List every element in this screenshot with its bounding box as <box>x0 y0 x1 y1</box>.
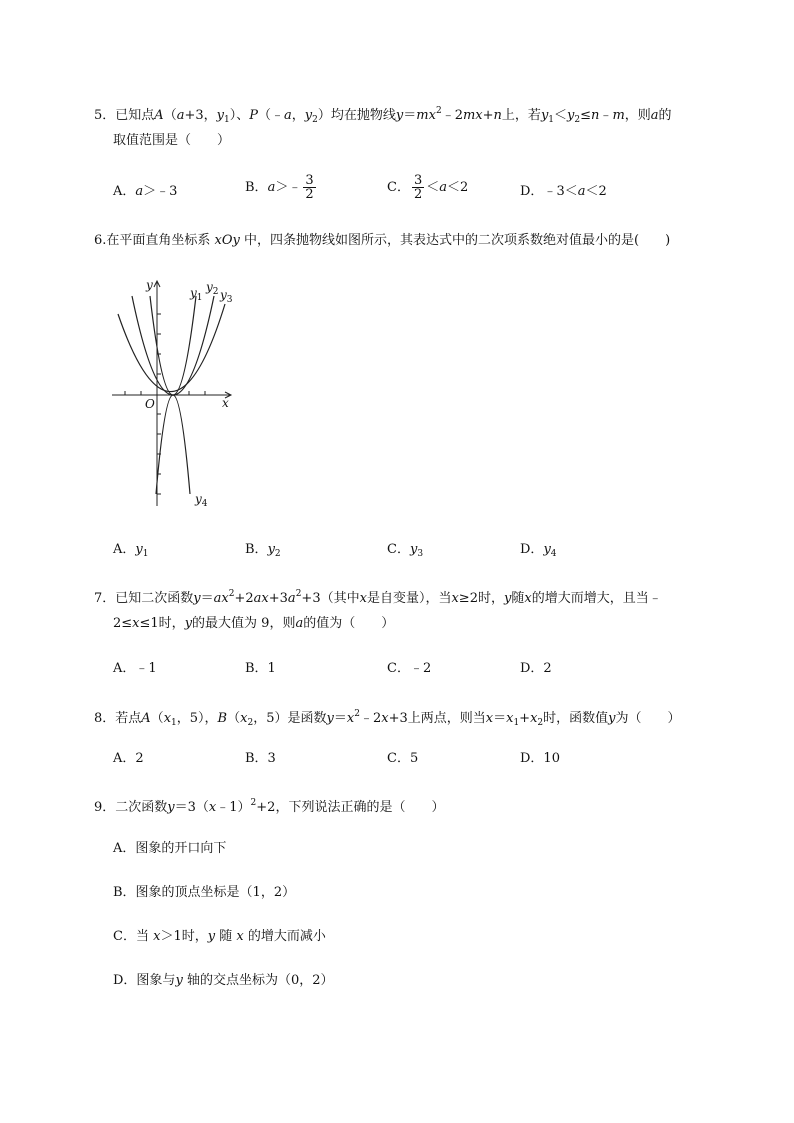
q5-option-a[interactable]: A．a＞﹣3 <box>113 184 178 199</box>
q8-option-b[interactable]: B．3 <box>245 751 276 766</box>
curve-label-y4: $y_4$ <box>195 492 208 509</box>
q5-stem-line2: 取值范围是（ ） <box>113 133 231 148</box>
q9-option-d[interactable]: D．图象与y 轴的交点坐标为（0，2） <box>113 973 334 988</box>
q8-stem: 8．若点$A(x_1$，5），$B(x_2$，5）是函数$y=x^2﹣2x+3$上两点，则当$x=x_1+x_2$时，函数值y为（ ） <box>94 709 681 728</box>
q7-option-b[interactable]: B．1 <box>245 661 276 676</box>
y-axis-label: y <box>146 278 153 292</box>
curve-label-y3: $y_3$ <box>220 288 233 305</box>
q8-option-c[interactable]: C．5 <box>387 751 419 766</box>
x-axis-label: x <box>222 396 229 410</box>
q9-option-a[interactable]: A．图象的开口向下 <box>113 841 227 856</box>
q5-stem-line1: 5．已知点A（a+3，$y_1$）、P（﹣a，$y_2$）均在抛物线$y=mx^2﹣2mx+n$上，若$y_1<y_2\le n﹣m$，则a的 <box>94 106 672 125</box>
q9-option-b[interactable]: B．图象的顶点坐标是（1，2） <box>113 885 296 900</box>
q6-option-d[interactable]: D．$y_4$ <box>520 542 557 559</box>
parabola-y4 <box>156 395 190 494</box>
curve-label-y1: $y_1$ <box>190 286 203 303</box>
q7-option-a[interactable]: A．﹣1 <box>113 661 157 676</box>
parabola-figure <box>110 274 240 514</box>
q7-stem-line2: 2≤x≤1时，y的最大值为 9，则a的值为（ ） <box>113 616 395 631</box>
q5-option-b[interactable]: B．a＞﹣ $\frac{3}{2}$ <box>245 173 314 202</box>
q8-option-d[interactable]: D．10 <box>520 751 560 766</box>
q6-option-b[interactable]: B．$y_2$ <box>245 542 281 559</box>
q9-stem: 9．二次函数y＝3（x﹣1）$^2$+2，下列说法正确的是（ ） <box>94 798 445 815</box>
q6-parabola-graph <box>110 274 240 514</box>
q7-option-c[interactable]: C．﹣2 <box>387 661 432 676</box>
q6-option-c[interactable]: C．$y_3$ <box>387 542 424 559</box>
q7-option-d[interactable]: D．2 <box>520 661 552 676</box>
q8-option-a[interactable]: A．2 <box>113 751 144 766</box>
curve-label-y2: $y_2$ <box>206 280 219 297</box>
fraction: $\frac{3}{2}$ <box>305 173 314 202</box>
fraction: $\frac{3}{2}$ <box>413 173 423 202</box>
q5-option-d[interactable]: D．﹣3＜a＜2 <box>520 184 607 199</box>
q5-option-c[interactable]: C． $\frac{3}{2}$ ＜a＜2 <box>387 173 469 202</box>
q6-option-a[interactable]: A．$y_1$ <box>113 542 149 559</box>
q7-stem-line1: 7．已知二次函数$y=ax^2+2ax+3a^2+3$（其中x是自变量），当x≥2时，y随x的增大而增大，且当﹣ <box>94 589 662 606</box>
q6-stem: 6.在平面直角坐标系 xOy 中，四条抛物线如图所示，其表达式中的二次项系数绝对值最小的是( ) <box>94 233 671 248</box>
parabola-y1 <box>132 296 214 395</box>
origin-label: O <box>145 397 155 411</box>
q9-option-c[interactable]: C．当 x＞1时，y 随 x 的增大而减小 <box>113 929 326 944</box>
